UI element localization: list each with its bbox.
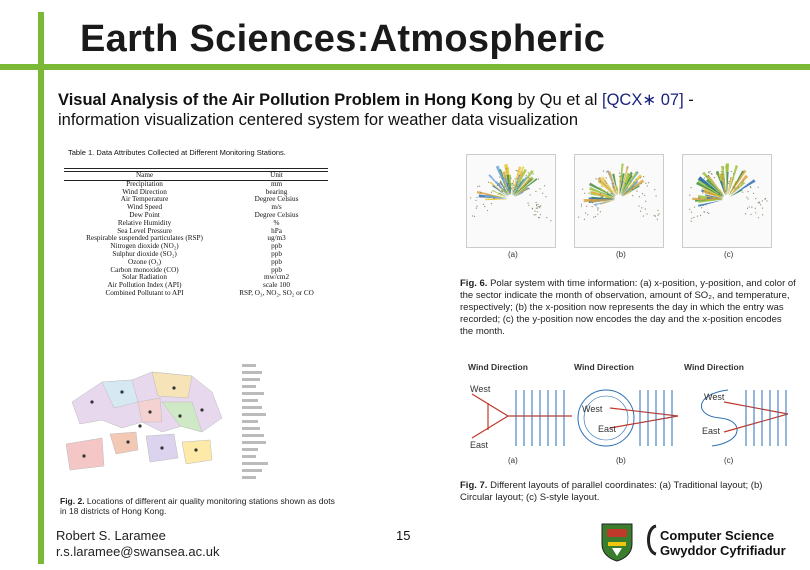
author-email: r.s.laramee@swansea.ac.uk (56, 544, 220, 559)
table-row (64, 235, 328, 243)
polar-plot-b (574, 154, 664, 248)
table-row (64, 251, 328, 259)
west-label-c: West (704, 392, 725, 402)
polar-label-c: (c) (724, 250, 734, 259)
attribute-name: Respirable suspended particulates (RSP) (86, 234, 203, 243)
table-header-row (64, 172, 328, 180)
fig7-caption-text: Different layouts of parallel coordinates: (a) Traditional layout; (b) Circular layout; (c) S-style layout. (460, 480, 763, 503)
university-crest-icon (600, 522, 634, 562)
attribute-unit: ppb (271, 257, 282, 266)
attribute-name: Air Pollution Index (API) (107, 281, 182, 290)
parallel-coords-c (684, 362, 788, 454)
attribute-unit: ppb (271, 249, 282, 258)
fig7-caption (460, 480, 796, 504)
department-name-welsh: Gwyddor Cyfrifiadur (660, 543, 786, 558)
attribute-unit: Degree Celsius (254, 195, 299, 204)
data-attributes-table (64, 172, 328, 298)
page-number: 15 (396, 528, 411, 543)
attribute-name: Dew Point (129, 210, 160, 219)
table-row (64, 243, 328, 251)
author-block (56, 528, 220, 560)
pc-svg-b (574, 372, 678, 452)
author-name: Robert S. Laramee (56, 528, 166, 543)
attribute-unit: % (273, 218, 280, 227)
table-row (64, 259, 328, 267)
parallel-coords-b (574, 362, 678, 454)
attribute-name: Nitrogen dioxide (NO₂) (110, 242, 179, 251)
department-name-english: Computer Science (660, 528, 775, 543)
attribute-unit: mm (270, 179, 283, 188)
header-unit: Unit (270, 171, 283, 179)
attribute-unit: scale 100 (263, 281, 290, 290)
pc-title-b: Wind Direction (574, 362, 634, 372)
west-label-a: West (470, 384, 491, 394)
attribute-name: Wind Direction (122, 187, 167, 196)
attribute-name: Relative Humidity (117, 218, 172, 227)
attribute-name: Sea Level Pressure (117, 226, 172, 235)
computer-science-logo-icon (644, 524, 658, 556)
pc-label-c: (c) (724, 456, 734, 465)
attribute-unit: RSP, O₃, NO₂, SO₂ or CO (239, 288, 314, 297)
east-label-b: East (598, 424, 617, 434)
fig2-caption (60, 496, 340, 516)
paper-description: information visualization centered system for weather data visualization (58, 111, 579, 129)
attribute-name: Wind Speed (127, 203, 163, 212)
attribute-unit: ug/m3 (267, 234, 286, 243)
pc-label-b: (b) (616, 456, 626, 465)
parallel-coords-a (468, 362, 572, 454)
table-top-rule (64, 168, 328, 169)
pc-svg-a (468, 372, 572, 452)
paper-authors: by Qu et al (513, 91, 602, 109)
attribute-unit: hPa (271, 226, 282, 235)
fig6-caption-label: Fig. 6. (460, 278, 488, 289)
west-label-b: West (582, 404, 603, 414)
polar-plot-a (466, 154, 556, 248)
accent-vertical-bar (38, 12, 44, 564)
hong-kong-district-map (62, 362, 234, 480)
subtitle-dash: - (683, 91, 694, 109)
paper-reference: [QCX∗ 07] (601, 91, 684, 109)
fig2-caption-text: Locations of different air quality monitoring stations shown as dots in 18 districts of Hong Kong. (60, 496, 335, 516)
slide-subtitle (58, 90, 798, 130)
slide-title: Earth Sciences:Atmospheric (80, 18, 606, 60)
table-caption: Table 1. Data Attributes Collected at Different Monitoring Stations. (68, 148, 286, 157)
paper-title: Visual Analysis of the Air Pollution Problem in Hong Kong (58, 91, 514, 109)
attribute-name: Ozone (O₃) (128, 257, 162, 266)
table-figure (60, 148, 340, 340)
attribute-name: Sulphur dioxide (SO₂) (112, 249, 177, 258)
polar-label-b: (b) (616, 250, 626, 259)
fig2-caption-label: Fig. 2. (60, 496, 85, 506)
east-label-c: East (702, 426, 721, 436)
attribute-unit: ppb (271, 242, 282, 251)
attribute-name: Solar Radiation (122, 273, 167, 282)
east-label-a: East (470, 440, 489, 450)
table-row (64, 196, 328, 204)
attribute-unit: bearing (265, 187, 288, 196)
fig6-caption (460, 278, 796, 338)
pc-title-a: Wind Direction (468, 362, 528, 372)
fig7-caption-label: Fig. 7. (460, 480, 488, 491)
attribute-unit: ppb (271, 265, 282, 274)
table-row (64, 290, 328, 298)
pc-title-c: Wind Direction (684, 362, 744, 372)
attribute-name: Precipitation (126, 179, 163, 188)
map-legend (240, 360, 334, 488)
pc-svg-c (684, 372, 788, 452)
fig6-caption-text: Polar system with time information: (a) x-position, y-position, and color of the sector indicate the month of observation, amount of SO₂, and temperature, respectively; (b) the x-position now represents the day in which the entry was recorded; (c) the y-position now encodes the day and the x-position encodes the month. (460, 278, 796, 337)
attribute-name: Combined Pollutant to API (105, 288, 184, 297)
header-name: Name (135, 171, 154, 179)
attribute-unit: m/s (271, 203, 282, 212)
table-row (64, 220, 328, 228)
attribute-name: Carbon monoxide (CO) (110, 265, 179, 274)
attribute-unit: mw/cm2 (263, 273, 290, 282)
table-row (64, 180, 328, 188)
accent-horizontal-bar (0, 64, 810, 70)
attribute-unit: Degree Celsius (254, 210, 299, 219)
attribute-name: Air Temperature (120, 195, 169, 204)
polar-label-a: (a) (508, 250, 518, 259)
table-row (64, 212, 328, 220)
polar-plot-c (682, 154, 772, 248)
pc-label-a: (a) (508, 456, 518, 465)
